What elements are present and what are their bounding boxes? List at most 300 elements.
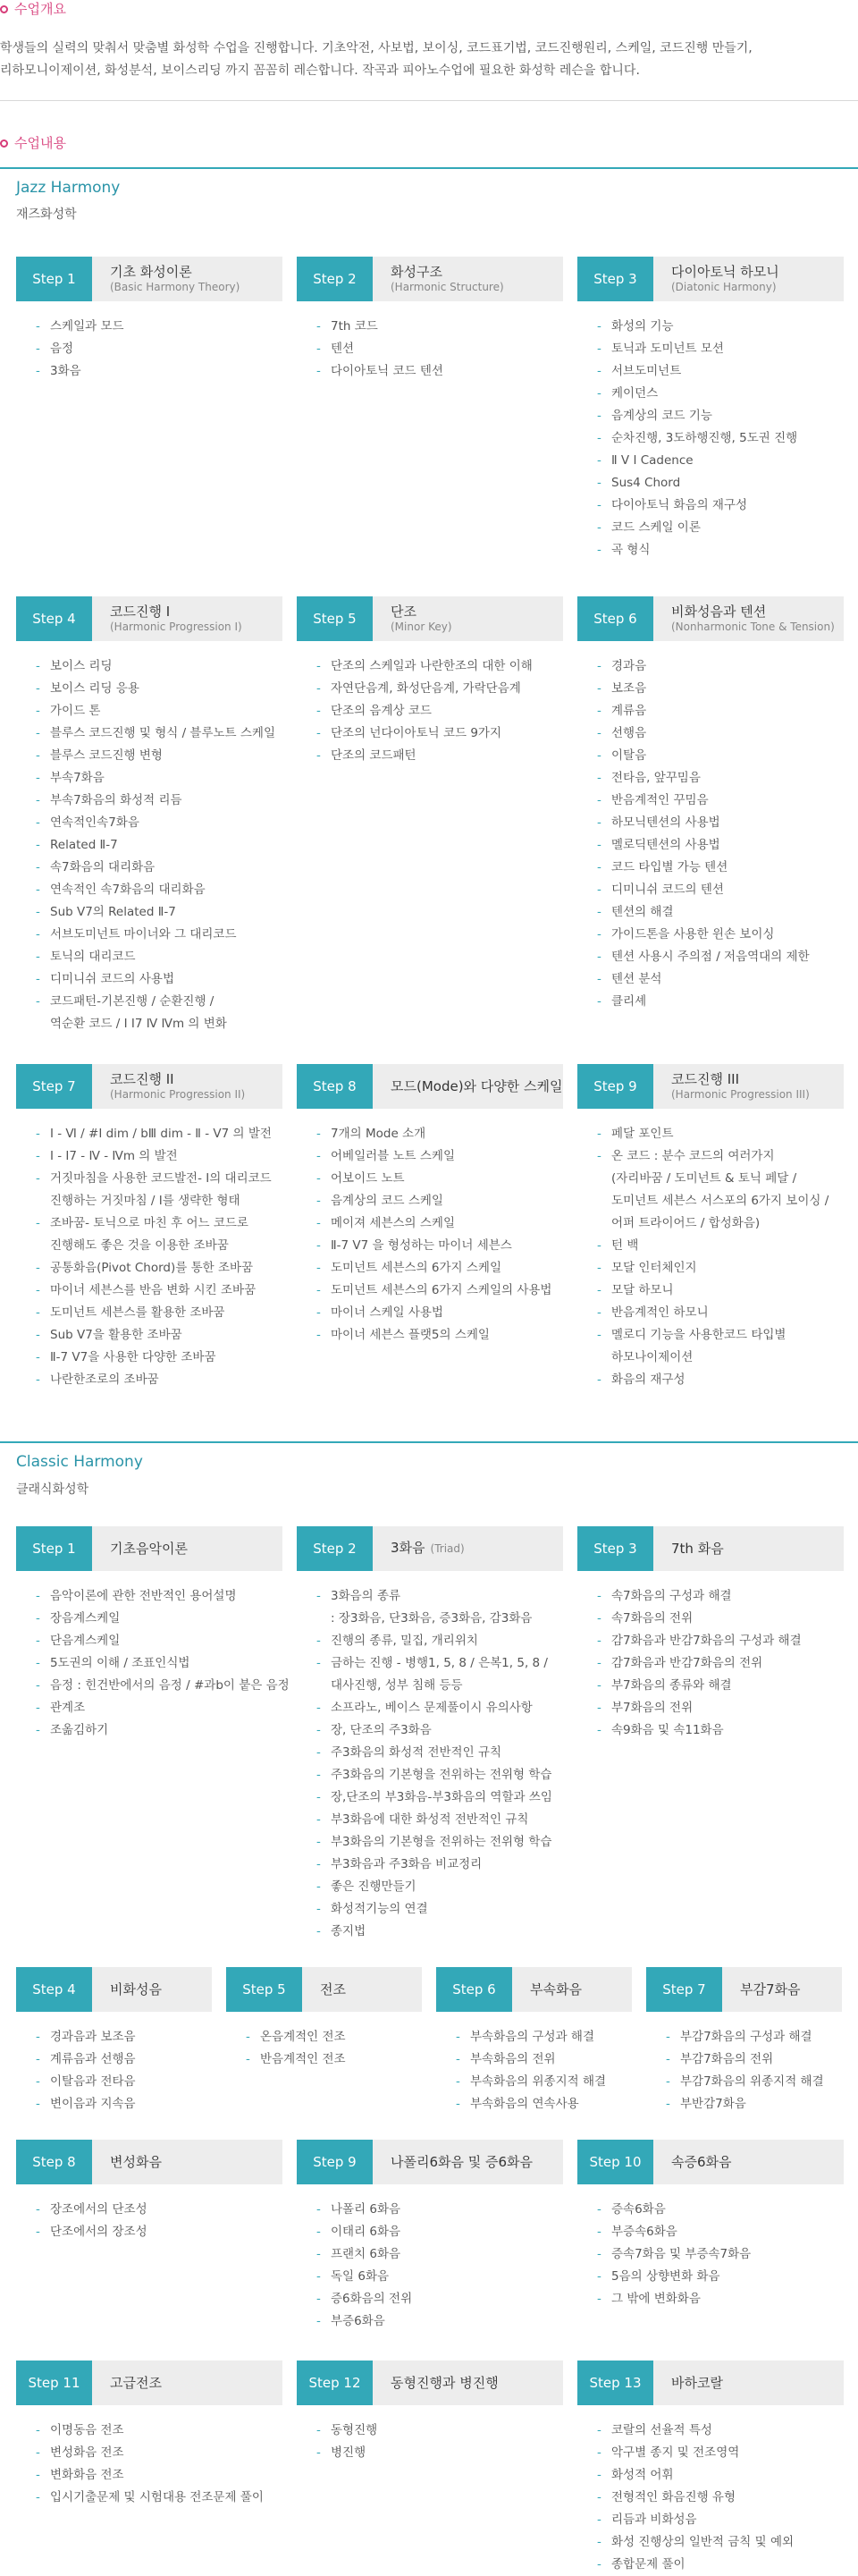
step-title: 모드(Mode)와 다양한 스케일 bbox=[391, 1077, 563, 1094]
topic-item: - Ⅱ-7 V7 을 형성하는 마이너 세븐스 bbox=[316, 1235, 551, 1257]
step-header bbox=[577, 596, 844, 641]
topic-item: - 코드 스케일 이론 bbox=[597, 517, 797, 539]
step-title: 변성화음 bbox=[110, 2153, 162, 2170]
step-title-row bbox=[110, 2154, 162, 2171]
topic-item: - 서브도미넌트 마이너와 그 대리코드 bbox=[36, 924, 275, 946]
topic-item: - 7th 코드 bbox=[316, 316, 443, 338]
topic-item: - 프랜치 6화음 bbox=[316, 2243, 412, 2266]
step-number: Step 13 bbox=[577, 2361, 653, 2405]
step-title-wrap bbox=[373, 2361, 499, 2405]
topic-item: - 속7화음의 구성과 해결 bbox=[597, 1585, 802, 1608]
step-topic-list bbox=[36, 2199, 147, 2243]
step-topic-list bbox=[597, 2420, 794, 2576]
step-title-wrap bbox=[92, 2361, 162, 2405]
step-title: 화성구조 bbox=[391, 264, 442, 280]
topic-item: - 이탈음 bbox=[597, 745, 810, 767]
topic-item: - 부속7화음 bbox=[36, 767, 275, 790]
step-header bbox=[297, 1064, 563, 1109]
step-number: Step 7 bbox=[646, 1967, 722, 2012]
topic-item: - Sub V7의 Related Ⅱ-7 bbox=[36, 901, 275, 924]
topic-item: - 멜로디 기능을 사용한코드 타입별 bbox=[597, 1324, 829, 1347]
topic-item: - 마이너 세븐스를 반음 변화 시킨 조바꿈 bbox=[36, 1280, 272, 1302]
topic-item: - 계류음 bbox=[597, 700, 810, 722]
step-title-row bbox=[530, 1981, 582, 1998]
step-number: Step 6 bbox=[577, 596, 653, 641]
topic-item: - 온 코드 : 분수 코드의 여러가지 bbox=[597, 1145, 829, 1168]
step-title-wrap bbox=[653, 2361, 723, 2405]
topic-item: - 거짓마침을 사용한 코드발전- Ⅰ의 대리코드 bbox=[36, 1168, 272, 1190]
topic-item: - Ⅰ - Ⅰ7 - Ⅳ - Ⅳm 의 발전 bbox=[36, 1145, 272, 1168]
step-header bbox=[577, 257, 844, 301]
step-subtitle: (Minor Key) bbox=[391, 621, 452, 633]
step-title-row bbox=[110, 2375, 162, 2392]
topic-item: - 토닉과 도미넌트 모션 bbox=[597, 338, 797, 360]
topic-item: - 5음의 상향변화 화음 bbox=[597, 2266, 751, 2288]
topic-item: - 조바꿈- 토닉으로 마친 후 어느 코드로 bbox=[36, 1212, 272, 1235]
step-number: Step 5 bbox=[297, 596, 373, 641]
topic-item: - 금하는 진행 - 병행1, 5, 8 / 은복1, 5, 8 / bbox=[316, 1652, 552, 1675]
step-title: 단조 bbox=[391, 604, 416, 620]
topic-item: - 자연단음계, 화성단음계, 가락단음계 bbox=[316, 678, 533, 700]
jazz-title: Jazz Harmony bbox=[16, 179, 121, 197]
topic-item: - 텐션의 해결 bbox=[597, 901, 810, 924]
step-subtitle: (Diatonic Harmony) bbox=[671, 281, 777, 293]
step-header bbox=[646, 1967, 842, 2012]
step-title-wrap bbox=[373, 2140, 533, 2184]
topic-item: - 가이드톤을 사용한 윈손 보이싱 bbox=[597, 924, 810, 946]
step-title-wrap bbox=[302, 1967, 346, 2012]
step-topic-list bbox=[36, 655, 275, 1035]
topic-item: - 주3화음의 기본형을 전위하는 전위형 학습 bbox=[316, 1764, 552, 1786]
topic-item: - 도미넌트 세븐스의 6가지 스케일의 사용법 bbox=[316, 1280, 551, 1302]
topic-item: - 장, 단조의 주3화음 bbox=[316, 1719, 552, 1742]
topic-item: - 감7화음과 반감7화음의 구성과 해결 bbox=[597, 1630, 802, 1652]
step-title: 전조 bbox=[320, 1981, 346, 1997]
step-topic-list bbox=[36, 316, 124, 383]
step-number: Step 7 bbox=[16, 1064, 92, 1109]
intro-line: 학생들의 실력의 맞춰서 맞춤별 화성학 수업을 진행합니다. 기초악전, 사보법, 보이싱, 코드표기법, 코드진행원리, 스케일, 코드진행 만들기, bbox=[0, 41, 753, 55]
step-title-row bbox=[740, 1981, 801, 1998]
topic-item: - 부속화음의 전위 bbox=[456, 2048, 606, 2071]
topic-item: - 하모닉텐션의 사용법 bbox=[597, 812, 810, 834]
topic-item: - 부속화음의 위종지적 해결 bbox=[456, 2071, 606, 2093]
step-number: Step 10 bbox=[577, 2140, 653, 2184]
topic-item: - 공통화음(Pivot Chord)를 통한 조바꿈 bbox=[36, 1257, 272, 1280]
step-topic-list bbox=[316, 316, 443, 383]
step-title: 동형진행과 병진행 bbox=[391, 2374, 499, 2391]
topic-item: - 속7화음의 대리화음 bbox=[36, 857, 275, 879]
step-title-wrap bbox=[92, 596, 242, 641]
step-title: 바하코랄 bbox=[671, 2374, 723, 2391]
classic-subtitle: 클래식화성학 bbox=[16, 1482, 89, 1497]
step-topic-list bbox=[597, 655, 810, 1013]
topic-item: - 부7화음의 종류와 해결 bbox=[597, 1675, 802, 1697]
topic-item: - 장,단조의 부3화음-부3화음의 역할과 쓰임 bbox=[316, 1786, 552, 1809]
topic-item: - 독일 6화음 bbox=[316, 2266, 412, 2288]
topic-item: - 코드패턴-기본진행 / 순환진행 / bbox=[36, 991, 275, 1013]
step-title: 기초음악이론 bbox=[110, 1540, 188, 1557]
topic-item: - 종합문제 풀이 bbox=[597, 2554, 794, 2576]
step-number: Step 8 bbox=[16, 2140, 92, 2184]
step-title-row bbox=[391, 1540, 465, 1558]
step-subtitle: (Harmonic Progression I) bbox=[110, 621, 242, 633]
topic-item: - Ⅰ - Ⅵ / #Ⅰ dim / bⅢ dim - Ⅱ - V7 의 발전 bbox=[36, 1123, 272, 1145]
topic-item: - 동형진행 bbox=[316, 2420, 377, 2442]
step-header bbox=[297, 596, 563, 641]
step-title-wrap bbox=[653, 257, 779, 301]
step-topic-list bbox=[456, 2026, 606, 2116]
step-number: Step 8 bbox=[297, 1064, 373, 1109]
topic-item: - 화성적 어휘 bbox=[597, 2464, 794, 2487]
topic-item: - 음악이론에 관한 전반적인 용어설명 bbox=[36, 1585, 290, 1608]
topic-item: - 화음의 재구성 bbox=[597, 1369, 829, 1391]
step-topic-list bbox=[316, 1585, 552, 1943]
step-header bbox=[436, 1967, 632, 2012]
step-topic-list bbox=[36, 1123, 272, 1391]
topic-item: - 나폴리 6화음 bbox=[316, 2199, 412, 2221]
step-title-row bbox=[671, 2154, 732, 2171]
topic-item: - 온음계적인 전조 bbox=[246, 2026, 346, 2048]
step-title: 부속화음 bbox=[530, 1981, 582, 1997]
step-title-wrap bbox=[653, 2140, 732, 2184]
topic-item: - 증속7화음 및 부증속7화음 bbox=[597, 2243, 751, 2266]
topic-item: - 부감7화음의 구성과 해결 bbox=[666, 2026, 824, 2048]
step-header bbox=[297, 257, 563, 301]
jazz-subtitle: 재즈화성학 bbox=[16, 207, 77, 222]
topic-item: 하모나이제이션 bbox=[611, 1350, 694, 1364]
step-number: Step 11 bbox=[16, 2361, 92, 2405]
topic-item: - 계류음과 선행음 bbox=[36, 2048, 136, 2071]
topic-item: - 페달 포인트 bbox=[597, 1123, 829, 1145]
topic-item: - 클리셰 bbox=[597, 991, 810, 1013]
topic-item: - 변화화음 전조 bbox=[36, 2464, 264, 2487]
divider bbox=[0, 100, 858, 101]
topic-item: - 나란한조로의 조바꿈 bbox=[36, 1369, 272, 1391]
step-title: 기초 화성이론 bbox=[110, 264, 192, 280]
topic-item: - 속7화음의 전위 bbox=[597, 1608, 802, 1630]
topic-item: - 부감7화음의 전위 bbox=[666, 2048, 824, 2071]
topic-item: - 부3화음의 기본형을 전위하는 전위형 학습 bbox=[316, 1831, 552, 1854]
topic-item: - 단조에서의 장조성 bbox=[36, 2221, 147, 2243]
topic-item: - 부감7화음의 위종지적 해결 bbox=[666, 2071, 824, 2093]
topic-item: - 반음계적인 전조 bbox=[246, 2048, 346, 2071]
step-header bbox=[16, 596, 282, 641]
step-header bbox=[577, 2140, 844, 2184]
topic-item: 대사진행, 성부 침해 등등 bbox=[331, 1678, 463, 1693]
topic-item: - 3화음의 종류 bbox=[316, 1585, 552, 1608]
topic-item: - 증6화음의 전위 bbox=[316, 2288, 412, 2310]
topic-item: - 블루스 코드진행 및 형식 / 블루노트 스케일 bbox=[36, 722, 275, 745]
topic-item: - Related Ⅱ-7 bbox=[36, 834, 275, 857]
step-title-wrap bbox=[373, 1064, 563, 1109]
step-title: 비화성음과 텐션 bbox=[671, 604, 767, 620]
step-topic-list bbox=[36, 2420, 264, 2509]
topic-item: - 도미넌트 세븐스의 6가지 스케일 bbox=[316, 1257, 551, 1280]
topic-item: - 진행의 종류, 밀집, 개리위치 bbox=[316, 1630, 552, 1652]
step-title-row bbox=[110, 1981, 162, 1998]
topic-item: 진행하는 거짓마침 / Ⅰ를 생략한 형태 bbox=[50, 1194, 240, 1208]
step-header bbox=[16, 1526, 282, 1571]
topic-item: - 보이스 리딩 응용 bbox=[36, 678, 275, 700]
step-title-wrap bbox=[653, 1526, 724, 1571]
topic-item: - 부속화음의 연속사용 bbox=[456, 2093, 606, 2116]
step-number: Step 4 bbox=[16, 1967, 92, 2012]
topic-item: - 부속화음의 구성과 해결 bbox=[456, 2026, 606, 2048]
divider bbox=[0, 167, 858, 169]
topic-item: - 속9화음 및 속11화음 bbox=[597, 1719, 802, 1742]
step-header bbox=[16, 2140, 282, 2184]
topic-item: - 음계상의 코드 스케일 bbox=[316, 1190, 551, 1212]
step-title-wrap bbox=[92, 1967, 162, 2012]
step-title-row bbox=[110, 1541, 188, 1558]
step-title-wrap bbox=[722, 1967, 801, 2012]
step-subtitle: (Harmonic Structure) bbox=[391, 281, 504, 293]
topic-item: - 블루스 코드진행 변형 bbox=[36, 745, 275, 767]
topic-item: - 병진행 bbox=[316, 2442, 377, 2464]
step-topic-list bbox=[597, 1123, 829, 1391]
topic-item: - 디미니쉬 코드의 사용법 bbox=[36, 968, 275, 991]
step-subtitle: (Harmonic Progression III) bbox=[671, 1088, 810, 1101]
step-title: 나폴리6화음 및 증6화음 bbox=[391, 2153, 534, 2170]
topic-item: - 부반감7화음 bbox=[666, 2093, 824, 2116]
topic-item: - 단조의 넌다이아토닉 코드 9가지 bbox=[316, 722, 533, 745]
topic-item: - 코드 타입별 가능 텐션 bbox=[597, 857, 810, 879]
step-title: 다이아토닉 하모니 bbox=[671, 264, 779, 280]
circle-icon bbox=[0, 5, 8, 13]
step-title: 속증6화음 bbox=[671, 2153, 732, 2170]
step-title: 부감7화음 bbox=[740, 1981, 801, 1997]
step-topic-list bbox=[246, 2026, 346, 2071]
step-header bbox=[16, 257, 282, 301]
topic-item: - 보이스 리딩 bbox=[36, 655, 275, 678]
topic-item: - 부증속6화음 bbox=[597, 2221, 751, 2243]
topic-item: - 전타음, 앞꾸밈음 bbox=[597, 767, 810, 790]
topic-item: - 부3화음과 주3화음 비교정리 bbox=[316, 1854, 552, 1876]
topic-item: - 장조에서의 단조성 bbox=[36, 2199, 147, 2221]
topic-item: - 리듬과 비화성음 bbox=[597, 2509, 794, 2531]
topic-item: - 화성 진행상의 일반적 금칙 및 예외 bbox=[597, 2531, 794, 2554]
topic-item: - 주3화음의 화성적 전반적인 규칙 bbox=[316, 1742, 552, 1764]
topic-item: - 마이너 스케일 사용법 bbox=[316, 1302, 551, 1324]
topic-item: - 전형적인 화음진행 유형 bbox=[597, 2487, 794, 2509]
classic-title: Classic Harmony bbox=[16, 1453, 143, 1471]
topic-item: - 다이아토닉 코드 텐션 bbox=[316, 360, 443, 383]
step-title: 비화성음 bbox=[110, 1981, 162, 1997]
step-title-wrap bbox=[92, 1064, 245, 1109]
topic-item: - 음정 : 힌건반에서의 음정 / #과b이 붙은 음정 bbox=[36, 1675, 290, 1697]
intro-heading: 수업개요 bbox=[0, 0, 66, 18]
intro-line: 리하모니이제이션, 화성분석, 보이스리딩 까지 꼼꼼히 레슨합니다. 작곡과 피아노수업에 필요한 화성학 레슨을 합니다. bbox=[0, 63, 640, 78]
topic-item: - 코랄의 선율적 특성 bbox=[597, 2420, 794, 2442]
topic-item: - 단조의 스케일과 나란한조의 대한 이해 bbox=[316, 655, 533, 678]
topic-item: - 이태리 6화음 bbox=[316, 2221, 412, 2243]
step-title-wrap bbox=[92, 257, 240, 301]
topic-item: 도미넌트 세븐스 서스포의 6가지 보이싱 / bbox=[611, 1194, 829, 1208]
topic-item: - 모달 인터체인지 bbox=[597, 1257, 829, 1280]
step-header bbox=[577, 1064, 844, 1109]
step-title-wrap bbox=[373, 596, 452, 641]
topic-item: - Ⅱ Ⅴ Ⅰ Cadence bbox=[597, 450, 797, 472]
step-subtitle: (Harmonic Progression II) bbox=[110, 1088, 246, 1101]
topic-item: - Sus4 Chord bbox=[597, 472, 797, 494]
step-subtitle: (Basic Harmony Theory) bbox=[110, 281, 240, 293]
step-title-row bbox=[320, 1981, 346, 1998]
step-topic-list bbox=[666, 2026, 824, 2116]
topic-item: - 스케일과 모드 bbox=[36, 316, 124, 338]
topic-item: - Sub V7을 활용한 조바꿈 bbox=[36, 1324, 272, 1347]
topic-item: - 턴 백 bbox=[597, 1235, 829, 1257]
topic-item: - 화성의 기능 bbox=[597, 316, 797, 338]
step-number: Step 3 bbox=[577, 257, 653, 301]
topic-item: - 멜로딕텐션의 사용법 bbox=[597, 834, 810, 857]
step-number: Step 9 bbox=[297, 2140, 373, 2184]
topic-item: 어퍼 트라이어드 / 합성화음) bbox=[611, 1216, 761, 1230]
topic-item: - 부7화음의 전위 bbox=[597, 1697, 802, 1719]
step-number: Step 2 bbox=[297, 1526, 373, 1571]
topic-item: - 경과음 bbox=[597, 655, 810, 678]
divider bbox=[0, 1441, 858, 1443]
step-number: Step 4 bbox=[16, 596, 92, 641]
topic-item: 진행해도 좋은 것을 이용한 조바꿈 bbox=[50, 1238, 229, 1253]
topic-item: 역순환 코드 / Ⅰ Ⅰ7 Ⅳ Ⅳm 의 변화 bbox=[50, 1017, 227, 1031]
topic-item: - 토닉의 대리코드 bbox=[36, 946, 275, 968]
step-topic-list bbox=[597, 2199, 751, 2310]
topic-item: - 변이음과 지속음 bbox=[36, 2093, 136, 2116]
step-topic-list bbox=[316, 2199, 412, 2333]
step-number: Step 3 bbox=[577, 1526, 653, 1571]
step-topic-list bbox=[316, 2420, 377, 2464]
step-subtitle: (Nonharmonic Tone & Tension) bbox=[671, 621, 835, 633]
topic-item: - 5도권의 이해 / 조표인식법 bbox=[36, 1652, 290, 1675]
topic-item: - 선행음 bbox=[597, 722, 810, 745]
topic-item: - 도미넌트 세븐스를 활용한 조바꿈 bbox=[36, 1302, 272, 1324]
topic-item: - 텐션 bbox=[316, 338, 443, 360]
topic-item: - 관계조 bbox=[36, 1697, 290, 1719]
step-number: Step 12 bbox=[297, 2361, 373, 2405]
content-heading: 수업내용 bbox=[0, 134, 66, 152]
topic-item: - 어보이드 노트 bbox=[316, 1168, 551, 1190]
topic-item: - 모달 하모니 bbox=[597, 1280, 829, 1302]
step-number: Step 1 bbox=[16, 1526, 92, 1571]
topic-item: - 보조음 bbox=[597, 678, 810, 700]
step-header bbox=[297, 1526, 563, 1571]
step-header bbox=[577, 1526, 844, 1571]
topic-item: - 마이너 세븐스 플랫5의 스케일 bbox=[316, 1324, 551, 1347]
topic-item: - 어베일러블 노트 스케일 bbox=[316, 1145, 551, 1168]
topic-item: - 곡 형식 bbox=[597, 539, 797, 562]
topic-item: - 7개의 Mode 소개 bbox=[316, 1123, 551, 1145]
step-title: 고급전조 bbox=[110, 2374, 162, 2391]
topic-item: - 소프라노, 베이스 문제풀이시 유의사항 bbox=[316, 1697, 552, 1719]
step-title-row bbox=[391, 2375, 499, 2392]
step-subtitle: (Triad) bbox=[430, 1542, 465, 1555]
topic-item: - 부3화음에 대한 화성적 전반적인 규칙 bbox=[316, 1809, 552, 1831]
topic-item: - 메이져 세븐스의 스케일 bbox=[316, 1212, 551, 1235]
step-title-row bbox=[391, 2154, 533, 2171]
step-topic-list bbox=[597, 316, 797, 562]
topic-item: - 텐션 사용시 주의점 / 저음역대의 제한 bbox=[597, 946, 810, 968]
topic-item: (자리바꿈 / 도미넌트 & 토닉 페달 / bbox=[611, 1171, 797, 1186]
step-title: 3화음 bbox=[391, 1540, 425, 1556]
topic-item: - 변성화음 전조 bbox=[36, 2442, 264, 2464]
topic-item: - 다이아토닉 화음의 재구성 bbox=[597, 494, 797, 517]
topic-item: - 연속적인 속7화음의 대리화음 bbox=[36, 879, 275, 901]
step-number: Step 9 bbox=[577, 1064, 653, 1109]
topic-item: - 3화음 bbox=[36, 360, 124, 383]
step-topic-list bbox=[316, 1123, 551, 1347]
topic-item: - 반음계적인 꾸밈음 bbox=[597, 790, 810, 812]
topic-item: - 부속7화음의 화성적 리듬 bbox=[36, 790, 275, 812]
step-header bbox=[226, 1967, 422, 2012]
step-topic-list bbox=[36, 2026, 136, 2116]
topic-item: - 입시기출문제 및 시험대용 전조문제 풀이 bbox=[36, 2487, 264, 2509]
topic-item: - 반음계적인 하모니 bbox=[597, 1302, 829, 1324]
step-title-wrap bbox=[653, 1064, 810, 1109]
topic-item: - 이명동음 전조 bbox=[36, 2420, 264, 2442]
topic-item: - 그 밖에 변화화음 bbox=[597, 2288, 751, 2310]
topic-item: : 장3화음, 단3화음, 증3화음, 감3화음 bbox=[331, 1611, 533, 1626]
step-header bbox=[577, 2361, 844, 2405]
step-number: Step 1 bbox=[16, 257, 92, 301]
topic-item: - 화성적기능의 연결 bbox=[316, 1898, 552, 1921]
topic-item: - 디미니쉬 코드의 텐션 bbox=[597, 879, 810, 901]
topic-item: - 단조의 음계상 코드 bbox=[316, 700, 533, 722]
step-number: Step 6 bbox=[436, 1967, 512, 2012]
topic-item: - 음계상의 코드 기능 bbox=[597, 405, 797, 427]
step-title-wrap bbox=[512, 1967, 582, 2012]
topic-item: - 연속적인속7화음 bbox=[36, 812, 275, 834]
step-header bbox=[297, 2140, 563, 2184]
topic-item: - Ⅱ-7 V7을 사용한 다양한 조바꿈 bbox=[36, 1347, 272, 1369]
step-topic-list bbox=[597, 1585, 802, 1742]
topic-item: - 부증6화음 bbox=[316, 2310, 412, 2333]
step-title-row bbox=[671, 1541, 724, 1558]
topic-item: - 음정 bbox=[36, 338, 124, 360]
topic-item: - 단조의 코드패턴 bbox=[316, 745, 533, 767]
step-title: 코드진행 III bbox=[671, 1071, 739, 1087]
topic-item: - 케이던스 bbox=[597, 383, 797, 405]
step-topic-list bbox=[36, 1585, 290, 1742]
step-header bbox=[16, 1967, 212, 2012]
step-title-wrap bbox=[92, 2140, 162, 2184]
topic-item: - 조옮김하기 bbox=[36, 1719, 290, 1742]
intro-text bbox=[0, 38, 858, 82]
topic-item: - 악구별 종지 및 전조영역 bbox=[597, 2442, 794, 2464]
topic-item: - 서브도미넌트 bbox=[597, 360, 797, 383]
topic-item: - 증속6화음 bbox=[597, 2199, 751, 2221]
topic-item: - 단음계스케일 bbox=[36, 1630, 290, 1652]
topic-item: - 이탈음과 전타음 bbox=[36, 2071, 136, 2093]
step-topic-list bbox=[316, 655, 533, 767]
circle-icon bbox=[0, 139, 8, 148]
topic-item: - 가이드 톤 bbox=[36, 700, 275, 722]
step-title-wrap bbox=[373, 257, 504, 301]
step-title: 7th 화음 bbox=[671, 1540, 724, 1557]
step-number: Step 2 bbox=[297, 257, 373, 301]
step-header bbox=[16, 1064, 282, 1109]
step-title: 코드진행 I bbox=[110, 604, 171, 620]
step-title-wrap bbox=[92, 1526, 188, 1571]
step-header bbox=[16, 2361, 282, 2405]
topic-item: - 텐션 분석 bbox=[597, 968, 810, 991]
step-header bbox=[297, 2361, 563, 2405]
topic-item: - 감7화음과 반감7화음의 전위 bbox=[597, 1652, 802, 1675]
topic-item: - 경과음과 보조음 bbox=[36, 2026, 136, 2048]
step-number: Step 5 bbox=[226, 1967, 302, 2012]
step-title: 코드진행 II bbox=[110, 1071, 174, 1087]
topic-item: - 좋은 진행만들기 bbox=[316, 1876, 552, 1898]
step-title-wrap bbox=[653, 596, 835, 641]
